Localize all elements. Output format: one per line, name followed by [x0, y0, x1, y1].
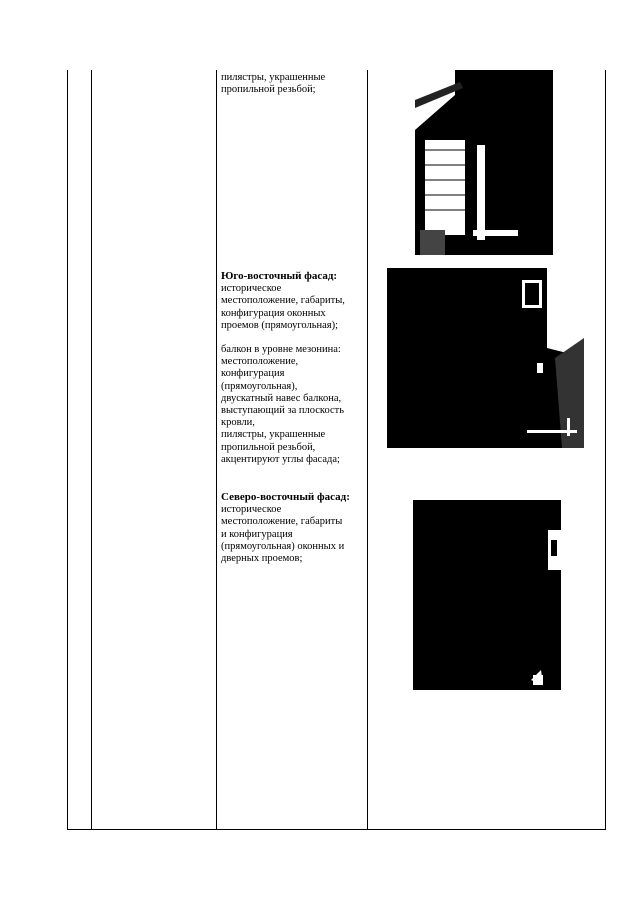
text-block-southeast-facade [221, 270, 345, 466]
text-line: пропильной резьбой; [221, 84, 316, 96]
text-line: местоположение, габариты, [221, 295, 345, 307]
photo-building-corner [415, 70, 553, 255]
text-line: (прямоугольная) оконных и [221, 540, 345, 552]
text-line: пилястры, украшенные [221, 72, 326, 83]
text-line: пилястры, украшенные [221, 429, 326, 441]
text-line: акцентируют углы фасада; [221, 453, 340, 465]
text-line: пропильной резьбой, [221, 441, 316, 453]
text-block-northeast-facade [221, 491, 350, 565]
southeast-facade-heading: Юго-восточный фасад: [221, 270, 338, 282]
table-bottom-border [67, 829, 606, 830]
text-line: выступающий за плоскость [221, 405, 345, 417]
text-line: местоположение, габариты [221, 516, 343, 528]
text-line: конфигурация [221, 368, 285, 380]
text-line: (прямоугольная), [221, 380, 298, 392]
column-divider-3 [367, 70, 368, 830]
text-line: проемов (прямоугольная); [221, 319, 339, 331]
text-line: кровли, [221, 417, 255, 429]
text-line: дверных проемов; [221, 553, 303, 565]
text-block-pilasters [221, 72, 325, 96]
text-line: историческое [221, 283, 282, 295]
column-divider-1 [91, 70, 92, 830]
photo-southeast-facade [387, 268, 584, 448]
text-line: историческое [221, 504, 282, 516]
column-divider-2 [216, 70, 217, 830]
text-line: и конфигурация [221, 528, 293, 540]
photo-northeast-facade [413, 500, 561, 690]
table-border-right [605, 70, 606, 830]
table-border-left [67, 70, 68, 830]
text-line: местоположение, [221, 356, 299, 368]
northeast-facade-heading: Северо-восточный фасад: [221, 491, 350, 503]
text-line: балкон в уровне мезонина: [221, 344, 341, 356]
text-line: двускатный навес балкона, [221, 392, 342, 404]
text-line: конфигурация оконных [221, 307, 326, 319]
